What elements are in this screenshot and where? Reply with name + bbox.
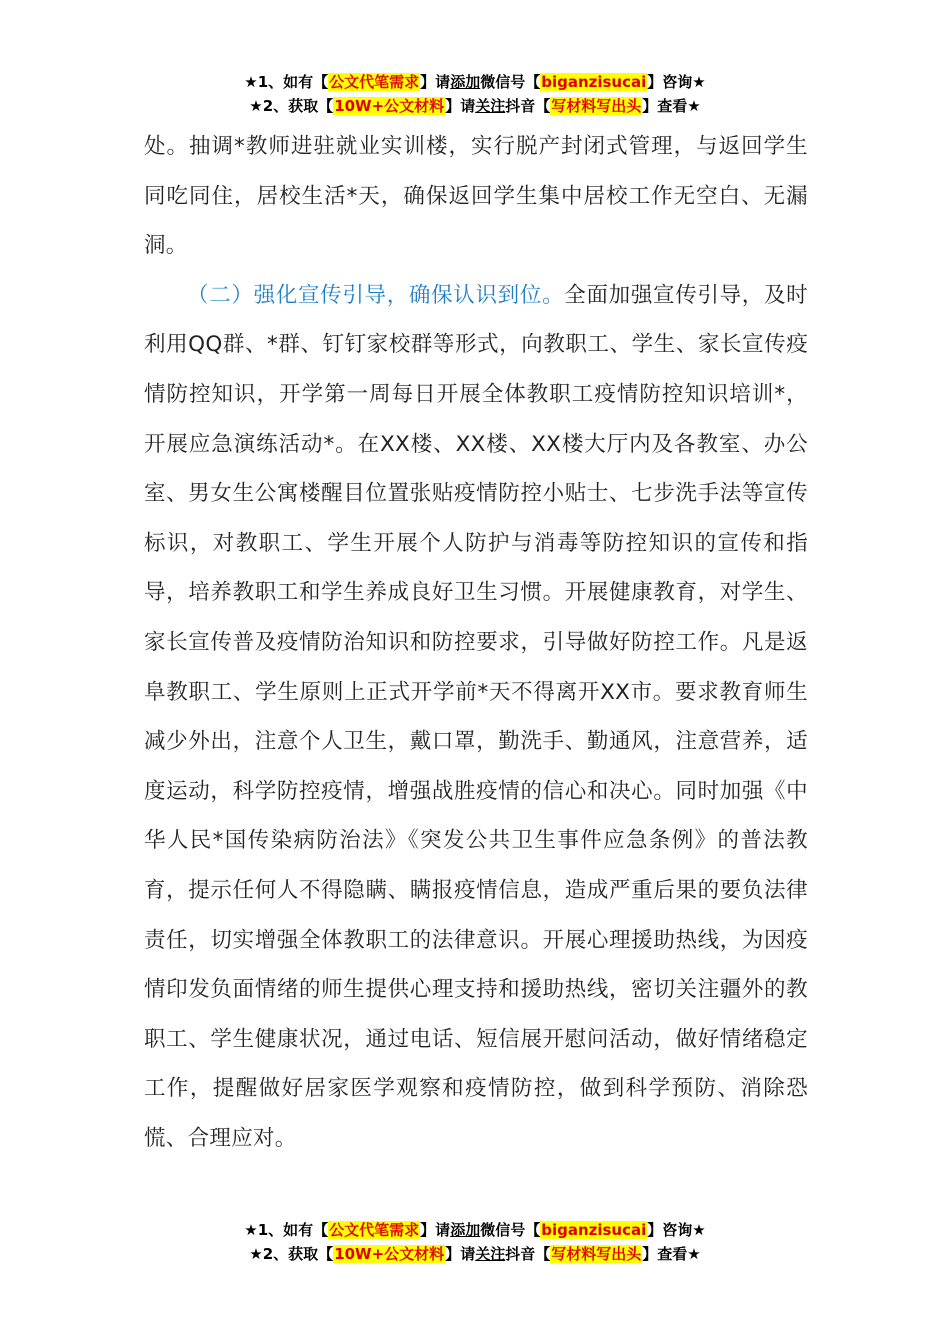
paragraph: 处。抽调*教师进驻就业实训楼，实行脱产封闭式管理，与返回学生同吃同住，居校生活*天，确保返回学生集中居校工作无空白、无漏洞。 — [144, 134, 808, 259]
banner-text: ★2、获取【 — [249, 97, 334, 115]
banner-text: ★1、如有【 — [244, 1221, 329, 1239]
banner-emphasis: 添加 — [450, 73, 481, 91]
banner-highlight: 公文代笔需求 — [329, 73, 420, 91]
banner-emphasis: 关注 — [475, 97, 506, 115]
banner-text: 】查看★ — [642, 97, 701, 115]
banner-text: 】请 — [445, 1245, 476, 1263]
banner-line-1 — [0, 1218, 950, 1242]
banner-line-2 — [0, 1242, 950, 1266]
banner-text: 】请 — [420, 73, 451, 91]
banner-text: 抖音【 — [505, 1245, 551, 1263]
banner-text: ★1、如有【 — [244, 73, 329, 91]
banner-highlight: 写材料写出头 — [551, 97, 642, 115]
banner-highlight: 公文代笔需求 — [329, 1221, 420, 1239]
banner-text: 】查看★ — [642, 1245, 701, 1263]
footer-banner — [0, 1218, 950, 1266]
banner-highlight: biganzisucai — [541, 1221, 647, 1239]
banner-highlight: 10W+公文材料 — [334, 1245, 445, 1263]
banner-text: ★2、获取【 — [249, 1245, 334, 1263]
document-body — [144, 122, 808, 1163]
banner-text: 微信号【 — [480, 1221, 541, 1239]
banner-text: 】请 — [420, 1221, 451, 1239]
banner-text: 抖音【 — [505, 97, 551, 115]
banner-highlight: 写材料写出头 — [551, 1245, 642, 1263]
paragraph-text: 全面加强宣传引导，及时利用QQ群、*群、钉钉家校群等形式，向教职工、学生、家长宣传疫情防控知识，开学第一周每日开展全体教职工疫情防控知识培训*，开展应急演练活动*。在XX楼、XX楼、XX楼大厅内及各教室、办公室、男女生公寓楼醒目位置张贴疫情防控小贴士、七步洗手法等宣传标识，对教职工、学生开展个人防护与消毒等防控知识的宣传和指导，培养教职工和学生养成良好卫生习惯。开展健康教育，对学生、家长宣传普及疫情防治知识和防控要求，引导做好防控工作。凡是返阜教职工、学生原则上正式开学前*天不得离开XX市。要求教育师生减少外出，注意个人卫生，戴口罩，勤洗手、勤通风，注意营养，适度运动，科学防控疫情，增强战胜疫情的信心和决心。同时加强《中华人民*国传染病防治法》《突发公共卫生事件应急条例》的普法教育，提示任何人不得隐瞒、瞒报疫情信息，造成严重后果的要负法律责任，切实增强全体教职工的法律意识。开展心理援助热线，为因疫情印发负面情绪的师生提供心理支持和援助热线，密切关注疆外的教职工、学生健康状况，通过电话、短信展开慰问活动，做好情绪稳定工作，提醒做好居家医学观察和疫情防控，做到科学预防、消除恐慌、合理应对。 — [144, 282, 808, 1151]
section-heading: （二）强化宣传引导，确保认识到位。 — [187, 282, 565, 308]
banner-emphasis: 关注 — [475, 1245, 506, 1263]
banner-highlight: biganzisucai — [541, 73, 647, 91]
banner-emphasis: 添加 — [450, 1221, 481, 1239]
banner-line-1 — [0, 70, 950, 94]
paragraph — [144, 271, 808, 1164]
banner-text: 】咨询★ — [647, 73, 706, 91]
banner-text: 】咨询★ — [647, 1221, 706, 1239]
banner-text: 微信号【 — [480, 73, 541, 91]
banner-line-2 — [0, 94, 950, 118]
banner-text: 】请 — [445, 97, 476, 115]
banner-highlight: 10W+公文材料 — [334, 97, 445, 115]
header-banner — [0, 70, 950, 118]
